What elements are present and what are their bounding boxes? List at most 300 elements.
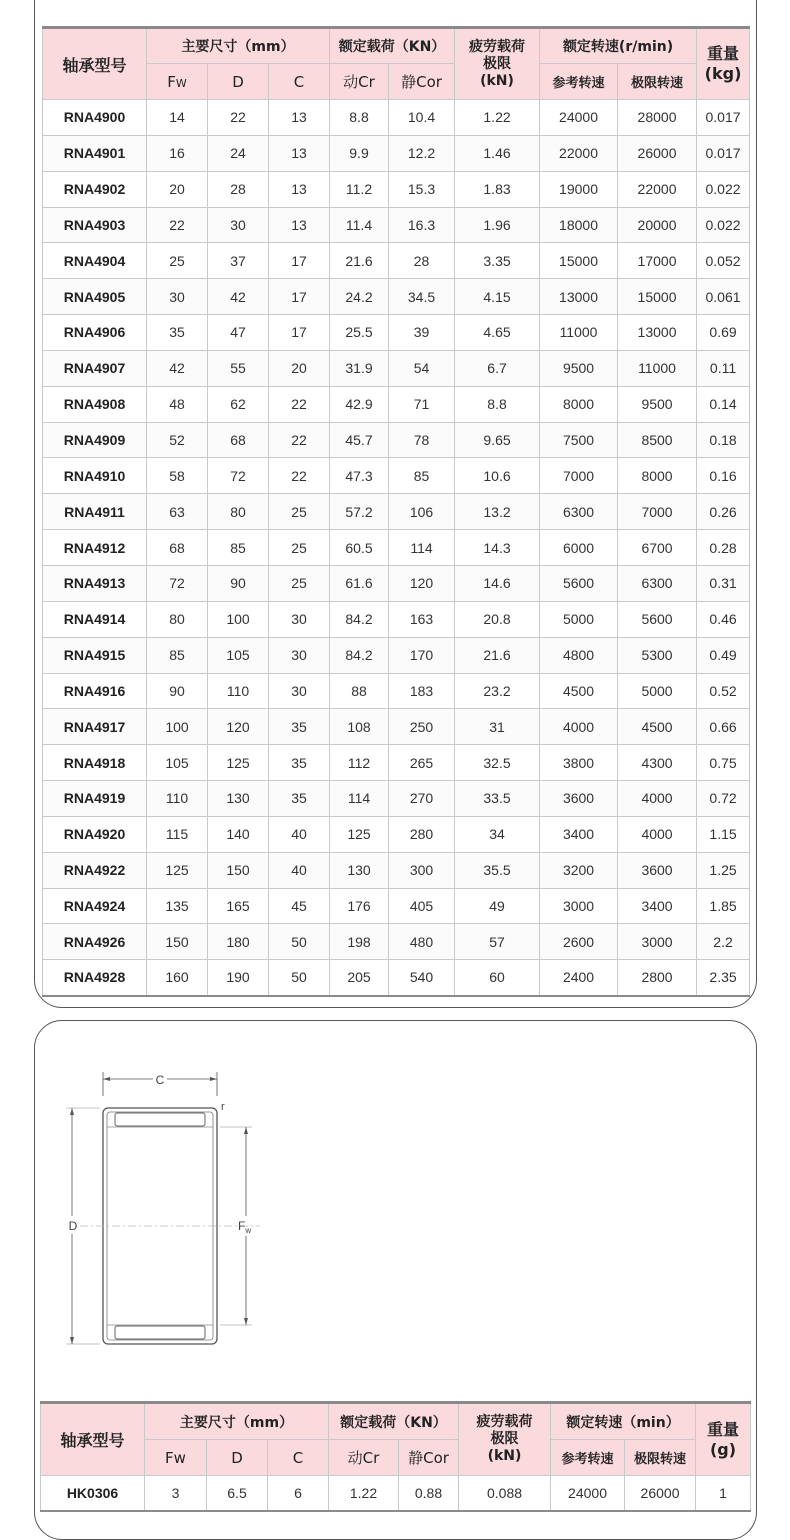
header-model: 轴承型号 [41,1403,145,1476]
cell-cr: 8.8 [330,100,389,136]
cell-fw: 20 [147,171,208,207]
cell-cor: 12.2 [389,135,455,171]
cell-fatigue-limit: 49 [455,888,540,924]
cell-cor: 183 [389,673,455,709]
cell-limit-speed: 15000 [618,279,697,315]
rna49-spec-table [42,26,750,997]
cell-ref-speed: 11000 [540,315,618,351]
table-row [43,637,750,673]
cell-d: 180 [208,924,269,960]
cell-c: 13 [269,100,330,136]
cell-model: RNA4916 [43,673,147,709]
table-row [43,924,750,960]
dimension-label-fw: $F_w$ [238,1219,252,1235]
cell-fatigue-limit: 21.6 [455,637,540,673]
cell-weight: 2.2 [697,924,750,960]
cell-fw: 16 [147,135,208,171]
cell-limit-speed: 4000 [618,781,697,817]
table-row [43,601,750,637]
cell-weight: 1.15 [697,816,750,852]
cell-fw: 100 [147,709,208,745]
cell-d: 47 [208,315,269,351]
cell-fw: 52 [147,422,208,458]
cell-ref-speed: 15000 [540,243,618,279]
cell-cr: 31.9 [330,350,389,386]
cell-model: RNA4905 [43,279,147,315]
cell-weight: 0.72 [697,781,750,817]
cell-c: 30 [269,637,330,673]
cell-weight: 0.18 [697,422,750,458]
cell-c: 25 [269,530,330,566]
table-row [43,350,750,386]
table-row [43,243,750,279]
cell-c: 25 [269,565,330,601]
cell-limit-speed: 13000 [618,315,697,351]
cell-cor: 15.3 [389,171,455,207]
rna49-table-body [43,100,750,996]
cell-cor: 106 [389,494,455,530]
cell-model: RNA4909 [43,422,147,458]
cell-ref-speed: 3400 [540,816,618,852]
cell-model: RNA4918 [43,745,147,781]
cell-ref-speed: 13000 [540,279,618,315]
cell-fw: 105 [147,745,208,781]
cell-weight: 0.11 [697,350,750,386]
cell-model: RNA4913 [43,565,147,601]
table-row [43,100,750,136]
cell-d: 190 [208,960,269,996]
cell-fw: 30 [147,279,208,315]
cell-cor: 265 [389,745,455,781]
cell-limit-speed: 6700 [618,530,697,566]
cell-model: RNA4926 [43,924,147,960]
cell-cr: 45.7 [330,422,389,458]
table-row [43,673,750,709]
cell-d: 100 [208,601,269,637]
table-row [43,816,750,852]
cell-ref-speed: 3000 [540,888,618,924]
cell-c: 35 [269,709,330,745]
cell-d: 140 [208,816,269,852]
cell-ref-speed: 3800 [540,745,618,781]
cell-cr: 125 [330,816,389,852]
cell-d: 24 [208,135,269,171]
cell-d: 90 [208,565,269,601]
cell-fatigue-limit: 13.2 [455,494,540,530]
cell-ref-speed: 3200 [540,852,618,888]
cell-weight: 2.35 [697,960,750,996]
cell-limit-speed: 20000 [618,207,697,243]
cell-cor: 0.88 [399,1476,459,1512]
cell-fatigue-limit: 57 [455,924,540,960]
cell-weight: 1 [696,1476,751,1512]
cell-fatigue-limit: 10.6 [455,458,540,494]
cell-cor: 16.3 [389,207,455,243]
cell-d: 72 [208,458,269,494]
cell-cr: 84.2 [330,637,389,673]
cell-limit-speed: 8500 [618,422,697,458]
cell-limit-speed: 26000 [625,1476,696,1512]
cell-limit-speed: 6300 [618,565,697,601]
cell-weight: 0.66 [697,709,750,745]
cell-fatigue-limit: 9.65 [455,422,540,458]
cell-d: 165 [208,888,269,924]
header-weight: 重量 (kg) [697,28,750,100]
cell-cr: 42.9 [330,386,389,422]
cell-fatigue-limit: 20.8 [455,601,540,637]
cell-ref-speed: 19000 [540,171,618,207]
cell-limit-speed: 2800 [618,960,697,996]
header-main-dims: 主要尺寸（mm） [145,1403,329,1440]
cell-cr: 205 [330,960,389,996]
cell-c: 30 [269,601,330,637]
header-ref-speed: 参考转速 [551,1440,625,1476]
cell-limit-speed: 4500 [618,709,697,745]
cell-model: RNA4910 [43,458,147,494]
cell-fw: 14 [147,100,208,136]
cell-fatigue-limit: 14.6 [455,565,540,601]
cell-cor: 78 [389,422,455,458]
cell-fw: 63 [147,494,208,530]
cell-ref-speed: 4500 [540,673,618,709]
cell-fatigue-limit: 33.5 [455,781,540,817]
cell-fatigue-limit: 4.15 [455,279,540,315]
header-model: 轴承型号 [43,28,147,100]
cell-model: RNA4901 [43,135,147,171]
cell-cr: 11.4 [330,207,389,243]
cell-model: RNA4915 [43,637,147,673]
cell-d: 6.5 [207,1476,268,1512]
cell-weight: 0.52 [697,673,750,709]
cell-ref-speed: 4800 [540,637,618,673]
table-row [43,745,750,781]
table-row [43,852,750,888]
cell-cr: 108 [330,709,389,745]
table-row [41,1476,751,1512]
cell-weight: 0.16 [697,458,750,494]
cell-limit-speed: 7000 [618,494,697,530]
cell-cr: 112 [330,745,389,781]
cell-limit-speed: 4300 [618,745,697,781]
cell-limit-speed: 3000 [618,924,697,960]
cell-model: HK0306 [41,1476,145,1512]
cell-cor: 540 [389,960,455,996]
cell-fatigue-limit: 60 [455,960,540,996]
header-c: C [269,64,330,100]
cell-c: 17 [269,315,330,351]
cell-weight: 0.052 [697,243,750,279]
table-row [43,279,750,315]
table-row [43,422,750,458]
header-rated-speed: 额定转速（min） [551,1403,696,1440]
cell-cr: 47.3 [330,458,389,494]
cell-ref-speed: 6300 [540,494,618,530]
cell-cor: 85 [389,458,455,494]
cell-limit-speed: 5000 [618,673,697,709]
cell-cor: 54 [389,350,455,386]
header-cor: 静Cor [399,1440,459,1476]
cell-fatigue-limit: 14.3 [455,530,540,566]
cell-ref-speed: 3600 [540,781,618,817]
cell-ref-speed: 5600 [540,565,618,601]
cell-cor: 10.4 [389,100,455,136]
cell-d: 150 [208,852,269,888]
table-row [43,960,750,996]
cell-c: 13 [269,171,330,207]
cell-c: 35 [269,745,330,781]
cell-c: 30 [269,673,330,709]
table-row [43,888,750,924]
cell-model: RNA4904 [43,243,147,279]
cell-c: 17 [269,279,330,315]
cell-fatigue-limit: 1.96 [455,207,540,243]
cell-d: 85 [208,530,269,566]
cell-cr: 21.6 [330,243,389,279]
cell-model: RNA4922 [43,852,147,888]
cell-weight: 0.022 [697,207,750,243]
cell-cor: 270 [389,781,455,817]
cell-cr: 11.2 [330,171,389,207]
table-row [43,458,750,494]
cell-cor: 28 [389,243,455,279]
cell-d: 28 [208,171,269,207]
cell-limit-speed: 9500 [618,386,697,422]
cell-cor: 250 [389,709,455,745]
cell-cor: 39 [389,315,455,351]
cell-limit-speed: 8000 [618,458,697,494]
cell-d: 68 [208,422,269,458]
header-main-dims: 主要尺寸（mm） [147,28,330,64]
cell-cr: 130 [330,852,389,888]
cell-limit-speed: 22000 [618,171,697,207]
cell-cor: 120 [389,565,455,601]
cell-weight: 1.85 [697,888,750,924]
cell-fw: 48 [147,386,208,422]
cell-ref-speed: 6000 [540,530,618,566]
hk-table-body [41,1476,751,1512]
cell-cor: 170 [389,637,455,673]
dimension-label-r: r [221,1101,225,1113]
cell-c: 40 [269,852,330,888]
table-row [43,565,750,601]
cell-weight: 0.69 [697,315,750,351]
cell-fw: 135 [147,888,208,924]
cell-c: 17 [269,243,330,279]
cell-weight: 0.022 [697,171,750,207]
cell-cr: 84.2 [330,601,389,637]
cell-weight: 0.28 [697,530,750,566]
cell-cor: 405 [389,888,455,924]
cell-ref-speed: 5000 [540,601,618,637]
cell-fw: 85 [147,637,208,673]
cell-model: RNA4928 [43,960,147,996]
cell-fatigue-limit: 8.8 [455,386,540,422]
cell-ref-speed: 7500 [540,422,618,458]
cell-model: RNA4912 [43,530,147,566]
cell-ref-speed: 8000 [540,386,618,422]
cell-fw: 58 [147,458,208,494]
cell-fw: 110 [147,781,208,817]
header-cr: 动Cr [330,64,389,100]
cell-cr: 61.6 [330,565,389,601]
cell-model: RNA4903 [43,207,147,243]
cell-limit-speed: 11000 [618,350,697,386]
header-limit-speed: 极限转速 [618,64,697,100]
header-rated-load: 额定载荷（KN） [329,1403,459,1440]
cell-weight: 0.49 [697,637,750,673]
cell-cor: 34.5 [389,279,455,315]
cell-fatigue-limit: 1.22 [455,100,540,136]
cell-fw: 42 [147,350,208,386]
header-fw: Fw [145,1440,207,1476]
cell-weight: 0.061 [697,279,750,315]
cell-fw: 35 [147,315,208,351]
cell-ref-speed: 24000 [540,100,618,136]
header-cor: 静Cor [389,64,455,100]
table-row [43,386,750,422]
cell-cr: 88 [330,673,389,709]
cell-weight: 0.31 [697,565,750,601]
cell-model: RNA4911 [43,494,147,530]
cell-cor: 280 [389,816,455,852]
cell-d: 55 [208,350,269,386]
cell-c: 40 [269,816,330,852]
cell-fatigue-limit: 31 [455,709,540,745]
cell-cor: 480 [389,924,455,960]
cell-d: 42 [208,279,269,315]
cell-c: 50 [269,924,330,960]
cell-fw: 80 [147,601,208,637]
dimension-label-c: C [155,1073,165,1087]
cell-model: RNA4908 [43,386,147,422]
cell-cr: 1.22 [329,1476,399,1512]
cell-weight: 0.75 [697,745,750,781]
cell-d: 62 [208,386,269,422]
cell-model: RNA4914 [43,601,147,637]
cell-model: RNA4920 [43,816,147,852]
cell-model: RNA4919 [43,781,147,817]
cell-fw: 3 [145,1476,207,1512]
cell-cr: 176 [330,888,389,924]
cell-limit-speed: 5300 [618,637,697,673]
table-row [43,530,750,566]
cell-ref-speed: 9500 [540,350,618,386]
cell-d: 125 [208,745,269,781]
cell-ref-speed: 18000 [540,207,618,243]
cell-d: 110 [208,673,269,709]
cell-cor: 300 [389,852,455,888]
cell-limit-speed: 4000 [618,816,697,852]
cell-limit-speed: 5600 [618,601,697,637]
cell-model: RNA4906 [43,315,147,351]
cell-d: 105 [208,637,269,673]
header-rated-load: 额定载荷（KN） [330,28,455,64]
cell-d: 37 [208,243,269,279]
cell-fatigue-limit: 3.35 [455,243,540,279]
cell-weight: 0.017 [697,135,750,171]
cell-fatigue-limit: 0.088 [459,1476,551,1512]
cell-cr: 57.2 [330,494,389,530]
header-weight: 重量 (g) [696,1403,751,1476]
header-rated-speed: 额定转速(r/min) [540,28,697,64]
cell-cr: 114 [330,781,389,817]
table-row [43,135,750,171]
header-cr: 动Cr [329,1440,399,1476]
cell-cr: 60.5 [330,530,389,566]
cell-fw: 72 [147,565,208,601]
cell-fw: 125 [147,852,208,888]
cell-cor: 114 [389,530,455,566]
cell-fatigue-limit: 4.65 [455,315,540,351]
cell-fatigue-limit: 35.5 [455,852,540,888]
cell-ref-speed: 22000 [540,135,618,171]
dimension-label-d: D [68,1219,78,1233]
table-row [43,171,750,207]
cell-model: RNA4907 [43,350,147,386]
cell-cr: 25.5 [330,315,389,351]
header-fw: FW [147,64,208,100]
header-d: D [207,1440,268,1476]
cell-cr: 9.9 [330,135,389,171]
cell-fw: 68 [147,530,208,566]
cell-cr: 198 [330,924,389,960]
cell-fw: 90 [147,673,208,709]
header-fatigue-limit: 疲劳载荷 极限 (kN) [455,28,540,100]
cell-c: 22 [269,458,330,494]
header-d: D [208,64,269,100]
cell-c: 25 [269,494,330,530]
table-row [43,207,750,243]
cell-limit-speed: 26000 [618,135,697,171]
cell-cr: 24.2 [330,279,389,315]
cell-cor: 163 [389,601,455,637]
cell-weight: 0.14 [697,386,750,422]
cell-model: RNA4900 [43,100,147,136]
cell-ref-speed: 2600 [540,924,618,960]
cell-fatigue-limit: 1.83 [455,171,540,207]
cell-c: 35 [269,781,330,817]
cell-fw: 115 [147,816,208,852]
cell-fatigue-limit: 34 [455,816,540,852]
cell-weight: 0.46 [697,601,750,637]
cell-fw: 160 [147,960,208,996]
cell-fw: 25 [147,243,208,279]
table-row [43,494,750,530]
cell-c: 20 [269,350,330,386]
cell-fw: 22 [147,207,208,243]
cell-d: 130 [208,781,269,817]
cell-c: 6 [268,1476,329,1512]
cell-fatigue-limit: 32.5 [455,745,540,781]
table-row [43,781,750,817]
cell-weight: 0.26 [697,494,750,530]
cell-fatigue-limit: 23.2 [455,673,540,709]
cell-limit-speed: 17000 [618,243,697,279]
cell-weight: 1.25 [697,852,750,888]
cell-c: 50 [269,960,330,996]
bearing-cross-section-diagram [60,1066,280,1356]
cell-fatigue-limit: 1.46 [455,135,540,171]
cell-fw: 150 [147,924,208,960]
cell-d: 22 [208,100,269,136]
cell-c: 13 [269,207,330,243]
cell-model: RNA4917 [43,709,147,745]
cell-fatigue-limit: 6.7 [455,350,540,386]
cell-c: 45 [269,888,330,924]
table-row [43,709,750,745]
cell-cor: 71 [389,386,455,422]
cell-limit-speed: 3400 [618,888,697,924]
